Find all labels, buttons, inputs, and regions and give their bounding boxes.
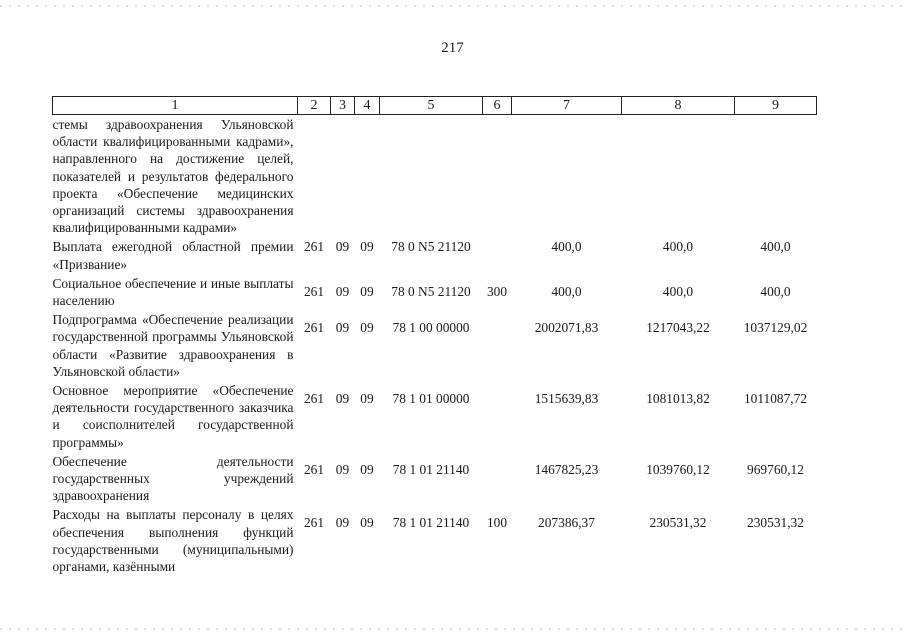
row-ministry-code: 261 [303, 320, 325, 336]
table-row [53, 451, 817, 505]
row-amount-col8: 1217043,22 [646, 320, 710, 336]
row-amount-col8: 1039760,12 [646, 461, 710, 477]
row-target-article: 78 1 00 00000 [392, 320, 470, 336]
row-target-article: 78 1 01 00000 [392, 391, 470, 407]
continuation-text: стемы здравоохранения Ульяновской области квалифицированными кадрами», направленного на достижение целей, показателей и результатов федерального проекта «Обеспечение медицинских организаций системы здравоохранения квалифицированными кадрами» [52, 117, 294, 236]
row-target-article: 78 0 N5 21120 [391, 283, 471, 299]
row-target-article: 78 1 01 21140 [392, 461, 470, 477]
row-expense-type [483, 309, 512, 380]
row-section: 09 [335, 391, 350, 407]
row-amount-col8: 400,0 [662, 239, 694, 255]
row-amount-col9: 400,0 [760, 239, 791, 255]
row-amount-col8: 230531,32 [649, 515, 707, 531]
header-row [53, 97, 817, 115]
header-col-3: 3 [331, 97, 355, 115]
header-col-5: 5 [380, 97, 483, 115]
row-subsection: 09 [360, 391, 374, 407]
row-ministry-code: 261 [303, 461, 325, 477]
row-subsection: 09 [360, 461, 374, 477]
row-section: 09 [335, 515, 350, 531]
row-ministry-code: 261 [303, 283, 325, 299]
row-description: Выплата ежегодной областной премии «Призвание» [52, 239, 294, 272]
row-amount-col7: 400,0 [551, 283, 582, 299]
row-ministry-code: 261 [303, 239, 325, 255]
row-subsection: 09 [360, 239, 374, 255]
row-subsection: 09 [360, 515, 374, 531]
row-subsection: 09 [360, 320, 374, 336]
header-col-1: 1 [53, 97, 298, 115]
table-row [53, 309, 817, 380]
row-subsection: 09 [360, 283, 374, 299]
row-amount-col9: 1011087,72 [743, 391, 808, 407]
table-row [53, 273, 817, 309]
row-ministry-code: 261 [303, 515, 325, 531]
row-amount-col9: 969760,12 [747, 461, 804, 477]
table-row [53, 236, 817, 272]
row-description: Основное мероприятие «Обеспечение деятельности государственного заказчика и соисполнителей государственной программы» [52, 383, 294, 450]
row-amount-col7: 1515639,83 [534, 391, 599, 407]
header-col-9: 9 [735, 97, 817, 115]
header-col-6: 6 [483, 97, 512, 115]
scan-edge-top [0, 5, 905, 7]
header-col-7: 7 [512, 97, 622, 115]
row-description: Социальное обеспечение и иные выплаты населению [52, 275, 294, 309]
table-row [53, 504, 817, 575]
row-section: 09 [335, 239, 350, 255]
row-expense-type [483, 380, 512, 451]
row-amount-col9: 1037129,02 [743, 320, 808, 336]
budget-table [52, 96, 817, 575]
header-col-8: 8 [622, 97, 735, 115]
row-description: Подпрограмма «Обеспечение реализации государственной программы Ульяновской области «Развитие здравоохранения в Ульяновской области» [52, 312, 294, 379]
row-target-article: 78 0 N5 21120 [391, 239, 471, 255]
row-expense-type [483, 451, 512, 505]
row-section: 09 [335, 283, 350, 299]
row-amount-col9: 230531,32 [747, 515, 804, 531]
row-target-article: 78 1 01 21140 [392, 515, 470, 531]
row-description: Обеспечение деятельности государственных учреждений здравоохранения [52, 453, 294, 504]
row-amount-col7: 207386,37 [538, 515, 595, 531]
row-amount-col7: 2002071,83 [534, 320, 599, 336]
header-col-4: 4 [355, 97, 380, 115]
row-description: Расходы на выплаты персоналу в целях обеспечения выполнения функций государственными (муниципальными) органами, казёнными [52, 507, 294, 575]
table-row [53, 380, 817, 451]
row-amount-col8: 1081013,82 [646, 391, 710, 407]
row-section: 09 [335, 320, 350, 336]
page-number: 217 [441, 40, 464, 56]
row-ministry-code: 261 [303, 391, 325, 407]
row-section: 09 [335, 461, 350, 477]
row-expense-type [483, 236, 512, 272]
row-expense-type: 100 [486, 515, 508, 531]
row-amount-col7: 1467825,23 [534, 461, 599, 477]
scan-edge-bottom [0, 628, 905, 630]
continuation-row [53, 115, 817, 237]
header-col-2: 2 [298, 97, 331, 115]
row-amount-col8: 400,0 [662, 283, 694, 299]
row-amount-col7: 400,0 [551, 239, 582, 255]
row-amount-col9: 400,0 [760, 283, 791, 299]
row-expense-type: 300 [486, 283, 508, 299]
